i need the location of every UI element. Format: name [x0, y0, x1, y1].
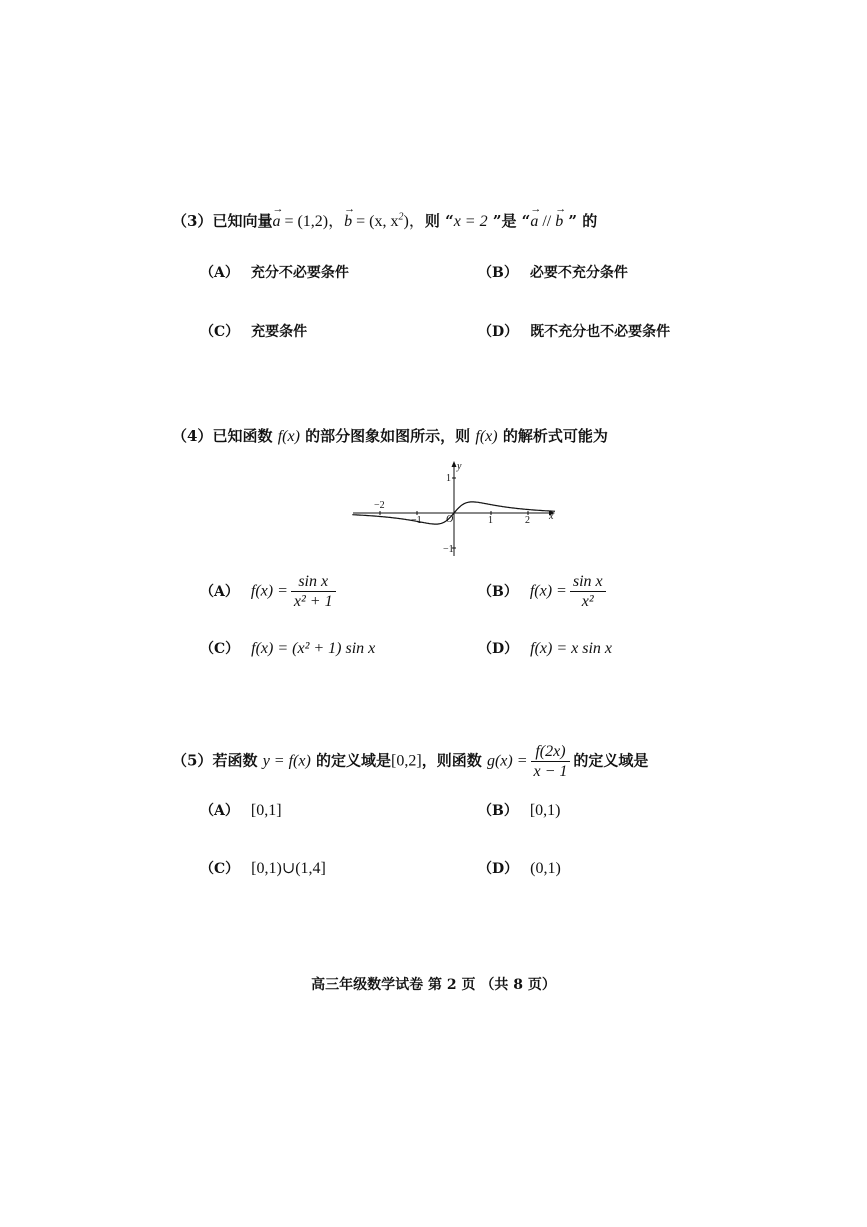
q4-function-graph: [350, 456, 565, 560]
q4-option-a[interactable]: [200, 572, 339, 611]
q5-gx: g(x) =: [486, 752, 528, 770]
option-label: （B）: [478, 265, 518, 281]
option-fraction: [291, 572, 336, 611]
tick-label-neg1: −1: [411, 515, 422, 526]
q3-option-b[interactable]: [478, 262, 628, 282]
tick-label-yneg1: −1: [443, 544, 454, 555]
q4-lead: 已知函数: [212, 427, 273, 445]
q4-option-c[interactable]: [200, 638, 375, 658]
q5-domain: [0,2]: [391, 752, 422, 770]
fraction-numerator: sin x: [291, 572, 336, 592]
q4-number: （4）: [172, 427, 213, 445]
tick-label-y1: 1: [446, 473, 451, 484]
option-label: （C）: [200, 641, 240, 657]
q3-vector-b-close: )，: [403, 213, 425, 230]
q3-stem: [172, 208, 597, 231]
option-label: （D）: [478, 861, 519, 877]
option-label: （A）: [200, 265, 239, 281]
q3-vector-a-value: = (1,2)，: [280, 213, 345, 230]
option-label: （C）: [200, 861, 240, 877]
option-text: 充要条件: [251, 324, 308, 340]
q3-lead: 已知向量: [212, 212, 273, 230]
q5-number: （5）: [172, 751, 213, 770]
q5-option-b[interactable]: [478, 800, 561, 820]
q5-mid: 的定义域是: [316, 751, 392, 770]
option-text: 必要不充分条件: [529, 265, 628, 281]
q3-parallel-a: → a: [530, 213, 538, 231]
option-text: f(x) = (x² + 1) sin x: [251, 640, 376, 657]
q5-option-d[interactable]: [478, 858, 561, 878]
option-label: （B）: [478, 803, 518, 819]
x-axis-label: x: [549, 511, 554, 522]
q4-option-d[interactable]: [478, 638, 612, 658]
q3-vector-b-value: = (x, x: [352, 213, 399, 230]
tick-label-pos2: 2: [525, 515, 530, 526]
option-text: 充分不必要条件: [250, 265, 349, 281]
fraction-numerator: f(2x): [531, 742, 571, 762]
option-fraction: [570, 572, 606, 611]
q5-stem: [172, 742, 648, 781]
q5-option-c[interactable]: [200, 858, 326, 878]
option-text: f(x) = x sin x: [530, 640, 613, 657]
q3-option-c[interactable]: [200, 321, 307, 341]
option-label: （A）: [200, 583, 239, 600]
tick-label-pos1: 1: [488, 515, 493, 526]
q5-mid2: ，则函数: [421, 751, 482, 770]
q5-lead: 若函数: [212, 751, 258, 770]
option-label: （A）: [200, 803, 239, 819]
q3-vector-a: → a: [272, 213, 280, 231]
q3-number: （3）: [172, 212, 213, 230]
option-text: 既不充分也不必要条件: [530, 324, 671, 340]
origin-label: O: [446, 514, 454, 525]
q4-stem: [172, 425, 608, 446]
q4-fx2: f(x): [475, 428, 498, 445]
q3-exponent: 2: [398, 211, 404, 223]
option-text: [0,1)∪(1,4]: [251, 860, 326, 877]
q5-fraction: [531, 742, 571, 781]
fraction-denominator: x²: [581, 593, 594, 610]
option-label: （D）: [478, 641, 519, 657]
q4-option-b[interactable]: [478, 572, 609, 611]
q3-option-a[interactable]: [200, 262, 349, 282]
fraction-numerator: sin x: [570, 572, 606, 592]
fraction-denominator: x − 1: [533, 763, 568, 780]
q4-tail: 的解析式可能为: [502, 427, 608, 445]
q3-parallel-b: → b: [555, 213, 563, 231]
option-lhs: f(x) =: [250, 582, 288, 600]
y-axis-arrow: [452, 461, 457, 467]
option-lhs: f(x) =: [529, 582, 567, 600]
q3-is: ”是 “: [487, 212, 531, 230]
q3-parallel-sign: //: [538, 213, 556, 230]
option-label: （B）: [478, 583, 518, 600]
option-text: (0,1): [530, 860, 561, 877]
option-text: [0,1): [529, 802, 561, 819]
q3-then: 则 “: [424, 212, 454, 230]
option-text: [0,1]: [250, 802, 282, 819]
q3-option-d[interactable]: [478, 321, 670, 341]
q3-condition: x = 2: [453, 213, 488, 230]
q4-mid: 的部分图象如图所示，则: [305, 427, 471, 445]
fraction-denominator: x² + 1: [293, 593, 333, 610]
y-axis-label: y: [457, 461, 462, 472]
q5-yfx: y = f(x): [262, 752, 311, 770]
page-footer: 高三年级数学试卷 第 2 页 （共 8 页）: [311, 977, 556, 993]
option-label: （D）: [478, 324, 519, 340]
tick-label-neg2: −2: [374, 500, 385, 511]
q3-vector-b: → b: [344, 213, 352, 231]
option-label: （C）: [200, 324, 240, 340]
q4-fx: f(x): [277, 428, 300, 445]
q5-option-a[interactable]: [200, 800, 282, 820]
q5-tail: 的定义域是: [573, 751, 649, 770]
q3-tail: ” 的: [563, 212, 598, 230]
